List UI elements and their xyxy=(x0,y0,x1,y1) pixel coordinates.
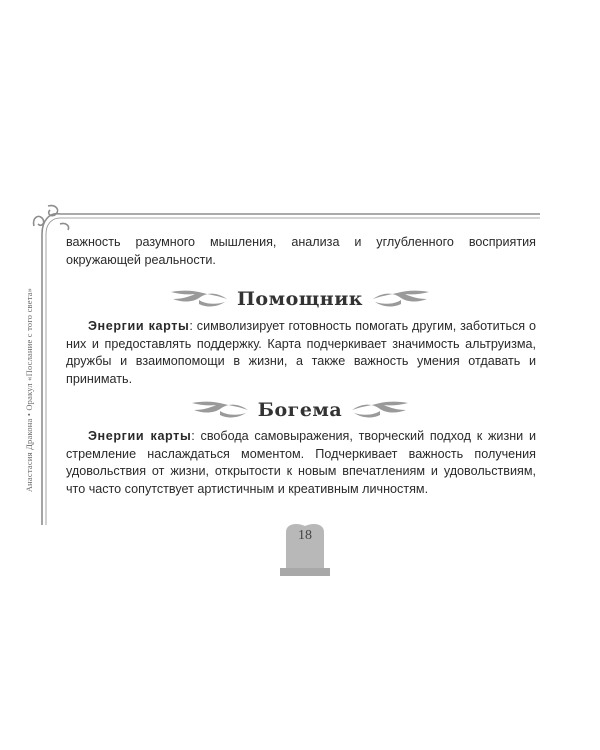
section-term: Энергии карты xyxy=(88,429,192,443)
right-flourish-icon xyxy=(373,290,431,308)
page-number: 18 xyxy=(298,528,312,543)
section-heading-helper xyxy=(0,284,600,314)
section-title: Богема xyxy=(257,399,343,421)
section-paragraph-helper xyxy=(66,318,536,388)
section-title: Помощник xyxy=(236,288,364,310)
right-flourish-icon xyxy=(352,401,410,419)
section-body-text: : символизирует готовность помогать другим, заботиться о них и предоставлять поддержку. Карта подчеркивает значимость альтруизма, дружбы и взаимопомощи в жизни, а также важность умения отдавать и принимать. xyxy=(66,319,536,386)
page-number-badge xyxy=(276,520,334,578)
left-flourish-icon xyxy=(169,290,227,308)
section-term: Энергии карты xyxy=(88,319,190,333)
running-title: Анастасия Дракона • Оракул «Послание с того света» xyxy=(24,287,34,493)
intro-text: важность разумного мышления, анализа и углубленного восприятия окружающей реальности. xyxy=(66,235,536,267)
section-body-text: : свобода самовыражения, творческий подход к жизни и стремление наслаждаться моментом. Подчеркивает важность получения удовольствия от жизни, открытости к новым впечатлениям и удовольствиям, что часто сопутствует артистичным и креативным личностям. xyxy=(66,429,536,496)
section-paragraph-bohemia xyxy=(66,428,536,498)
section-body xyxy=(66,318,536,388)
section-body xyxy=(66,428,536,498)
left-flourish-icon xyxy=(190,401,248,419)
section-heading-bohemia xyxy=(0,395,600,425)
intro-paragraph xyxy=(66,234,536,269)
